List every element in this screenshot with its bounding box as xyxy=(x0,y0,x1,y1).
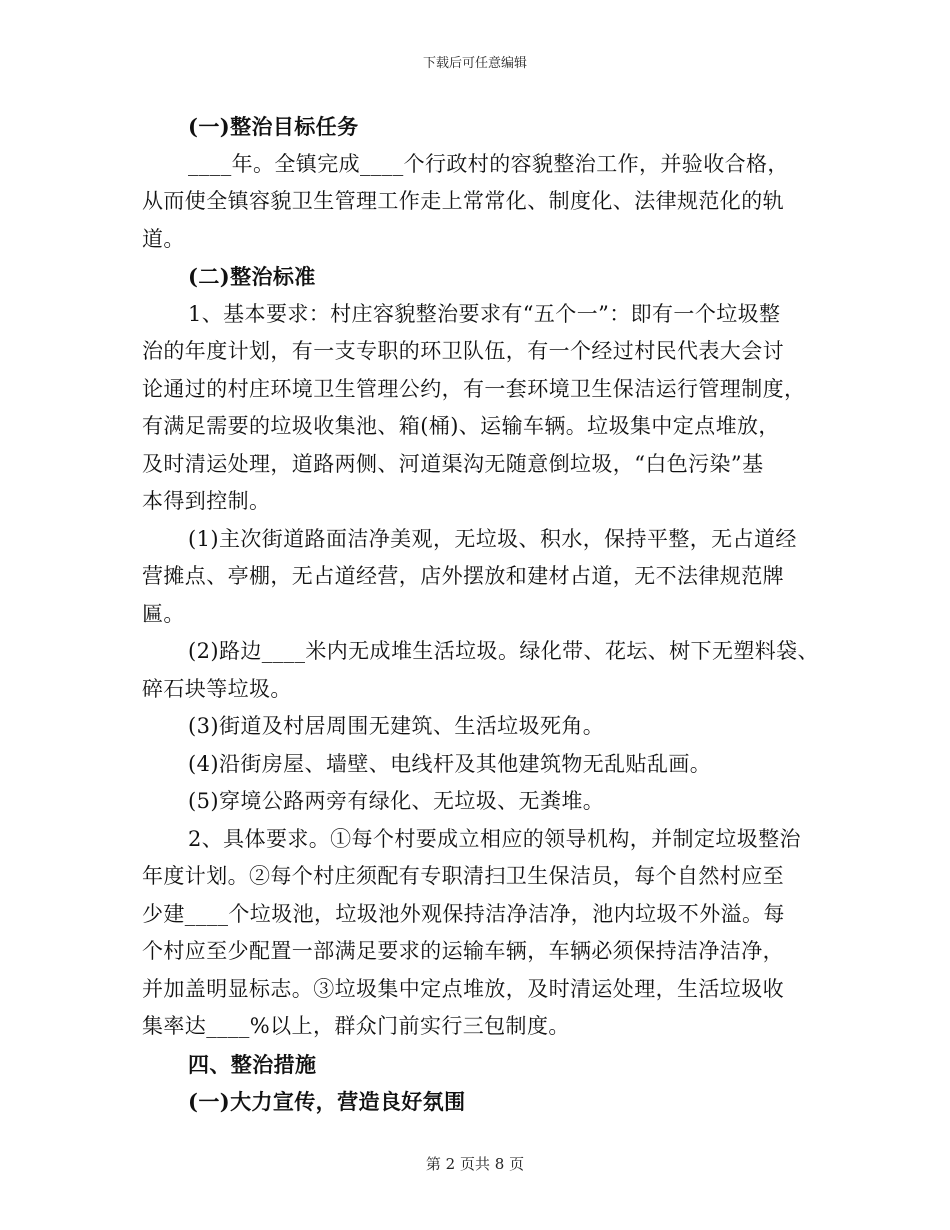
paragraph-line: 从而使全镇容貌卫生管理工作走上常常化、制度化、法律规范化的轨 xyxy=(142,189,784,213)
paragraph-line: 道。 xyxy=(142,226,185,251)
paragraph-line: 碎石块等垃圾。 xyxy=(142,676,292,701)
paragraph-line: 及时清运处理，道路两侧、河道渠沟无随意倒垃圾，“白色污染”基 xyxy=(142,451,764,476)
paragraph-line: 有满足需要的垃圾收集池、箱(桶)、运输车辆。垃圾集中定点堆放， xyxy=(142,414,780,438)
section-heading-targets: (一)整治目标任务 xyxy=(188,114,359,139)
paragraph-line: 治的年度计划，有一支专职的环卫队伍，有一个经过村民代表大会讨 xyxy=(142,339,784,363)
paragraph-line: 年度计划。②每个村庄须配有专职清扫卫生保洁员，每个自然村应至 xyxy=(142,864,784,888)
paragraph-line: ____年。全镇完成____个行政村的容貌整治工作，并验收合格， xyxy=(188,151,789,176)
list-item-line: (2)路边____米内无成堆生活垃圾。绿化带、花坛、树下无塑料袋、 xyxy=(188,639,819,663)
section-heading-publicity: (一)大力宣传，营造良好氛围 xyxy=(188,1089,466,1114)
page-header: 下载后可任意编辑 xyxy=(422,56,527,71)
page-footer: 第 2 页共 8 页 xyxy=(425,1155,525,1173)
list-item-line: (4)沿街房屋、墙壁、电线杆及其他建筑物无乱贴乱画。 xyxy=(188,751,712,776)
list-item-line: (1)主次街道路面洁净美观，无垃圾、积水，保持平整，无占道经 xyxy=(188,526,797,551)
paragraph-line: 并加盖明显标志。③垃圾集中定点堆放，及时清运处理，生活垃圾收 xyxy=(142,976,784,1001)
paragraph-line: 匾。 xyxy=(142,601,185,626)
section-heading-standards: (二)整治标准 xyxy=(188,264,316,289)
paragraph-line: 少建____个垃圾池，垃圾池外观保持洁净洁净，池内垃圾不外溢。每 xyxy=(142,901,785,926)
paragraph-line: 本得到控制。 xyxy=(142,489,271,513)
paragraph-line: 营摊点、亭棚，无占道经营，店外摆放和建材占道，无不法律规范牌 xyxy=(142,564,784,588)
document-body xyxy=(142,108,822,1121)
list-item-line: (3)街道及村居周围无建筑、生活垃圾死角。 xyxy=(188,714,605,738)
paragraph-line: 个村应至少配置一部满足要求的运输车辆，车辆必须保持洁净洁净， xyxy=(142,939,784,963)
paragraph-line: 论通过的村庄环境卫生管理公约，有一套环境卫生保洁运行管理制度， xyxy=(142,376,806,401)
paragraph-line: 1、基本要求：村庄容貌整治要求有“五个一”：即有一个垃圾整 xyxy=(188,301,781,326)
paragraph-line: 2、具体要求。①每个村要成立相应的领导机构，并制定垃圾整治 xyxy=(188,826,801,851)
list-item-line: (5)穿境公路两旁有绿化、无垃圾、无粪堆。 xyxy=(188,789,605,813)
section-heading-measures: 四、整治措施 xyxy=(188,1051,317,1077)
paragraph-line: 集率达____%以上，群众门前实行三包制度。 xyxy=(142,1014,570,1038)
